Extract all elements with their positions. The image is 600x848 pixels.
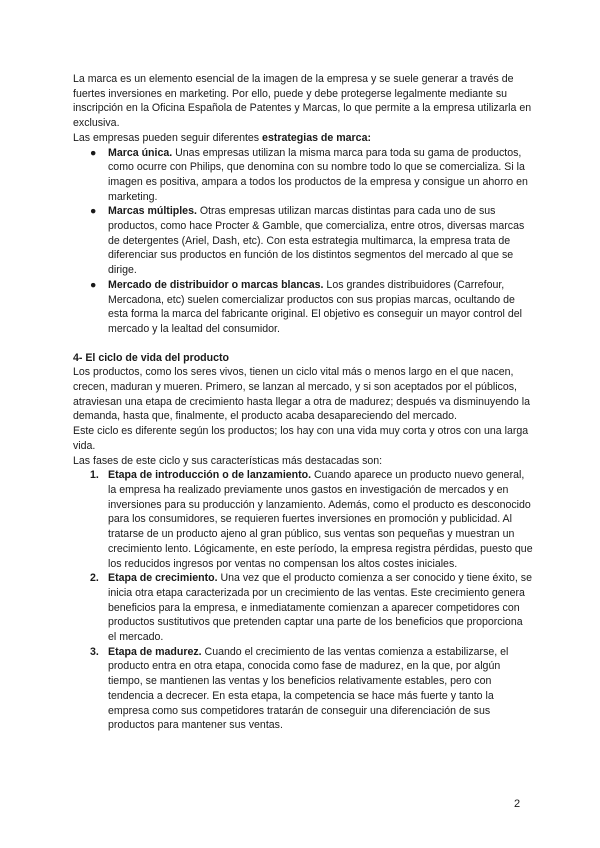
list-item-text: Cuando el crecimiento de las ventas comienza a estabilizarse, el producto entra en otra etapa, conocida como fase de madurez, en la que, por algún tiempo, se mantienen las ventas y los beneficios relativamente estables, pero con tendencia a decrecer. En esta etapa, la competencia se hace más fuerte y tanto la empresa como sus competidores tratarán de conseguir una diferenciación de sus productos para mantener sus ventas.	[108, 645, 509, 732]
section-paragraph: Este ciclo es diferente según los productos; los hay con una vida muy corta y otros con una larga vida.	[73, 425, 529, 452]
page-number: 2	[514, 798, 521, 810]
list-item-title: Marca única.	[108, 146, 173, 159]
section-paragraph: Las fases de este ciclo y sus características más destacadas son:	[73, 454, 383, 467]
strategies-intro-bold: estrategias de marca:	[262, 131, 371, 144]
list-item	[73, 571, 533, 645]
list-item	[73, 278, 533, 337]
list-item-title: Marcas múltiples.	[108, 205, 197, 218]
list-item-text: Cuando aparece un producto nuevo general, la empresa ha realizado previamente unos gastos en investigación de mercados y en inversiones para su producción y lanzamiento. Además, como el producto es desconocido para los consumidores, se requieren fuertes inversiones en promoción y publicidad. Al tratarse de un producto ajeno al gran público, sus ventas son pequeñas y muestran un crecimiento lento. Lógicamente, en este período, la empresa registra pérdidas, puesto que los reducidos ingresos por ventas no compensan los altos costes iniciales.	[108, 469, 533, 570]
section-paragraph: Los productos, como los seres vivos, tienen un ciclo vital más o menos largo en el que nacen, crecen, maduran y mueren. Primero, se lanzan al mercado, y si son aceptados por el públicos, atraviesan una etapa de crecimiento hasta llegar a otra de madurez; después va disminuyendo la demanda, hasta que, finalmente, el producto acaba desapareciendo del mercado.	[73, 366, 530, 423]
body-text	[73, 72, 533, 733]
intro-paragraph: La marca es un elemento esencial de la imagen de la empresa y se suele generar a través de fuertes inversiones en marketing. Por ello, puede y debe protegerse legalmente mediante su inscripción en la Oficina Española de Patentes y Marcas, lo que permite a la empresa utilizarla en exclusiva.	[73, 73, 532, 130]
list-item	[73, 204, 533, 278]
bullet-icon: ●	[90, 146, 97, 159]
list-item-text: Los grandes distribuidores (Carrefour, Mercadona, etc) suelen comercializar productos con sus propias marcas, ocultando de esta forma la marca del fabricante original. El objetivo es conseguir un mayor control del mercado y la lealtad del consumidor.	[108, 278, 522, 335]
section-heading: 4- El ciclo de vida del producto	[73, 351, 229, 364]
bullet-icon: ●	[90, 205, 97, 218]
list-item-text: Unas empresas utilizan la misma marca para toda su gama de productos, como ocurre con Philips, que denomina con su nombre todo lo que se comercializa. Si la imagen es positiva, ampara a todos los productos de la empresa y consigue un ahorro en marketing.	[108, 146, 528, 203]
list-number: 1.	[90, 469, 99, 482]
strategies-intro: Las empresas pueden seguir diferentes estrategias de marca:	[73, 131, 371, 144]
bullet-icon: ●	[90, 278, 97, 291]
list-item-text: Una vez que el producto comienza a ser conocido y tiene éxito, se inicia otra etapa caracterizada por un crecimiento de las ventas. Este crecimiento genera beneficios para la empresa, e inmediatamente comienzan a aparecer competidores con productos sustitutivos que pretenden captar una parte de los beneficios que proporciona el mercado.	[108, 572, 532, 644]
list-item-title: Mercado de distribuidor o marcas blancas.	[108, 278, 324, 291]
list-item-title: Etapa de madurez.	[108, 645, 202, 658]
list-number: 3.	[90, 645, 99, 658]
list-item-title: Etapa de crecimiento.	[108, 572, 218, 585]
list-item-title: Etapa de introducción o de lanzamiento.	[108, 469, 312, 482]
list-number: 2.	[90, 572, 99, 585]
list-item	[73, 468, 533, 571]
list-item-text: Otras empresas utilizan marcas distintas para cada uno de sus productos, como hace Procter & Gamble, que comercializa, entre otros, diversas marcas de detergentes (Ariel, Dash, etc). Con esta estrategia multimarca, la empresa trata de diferenciar sus productos en función de los distintos segmentos del mercado al que se dirige.	[108, 205, 525, 277]
list-item	[73, 645, 533, 733]
list-item	[73, 146, 533, 205]
